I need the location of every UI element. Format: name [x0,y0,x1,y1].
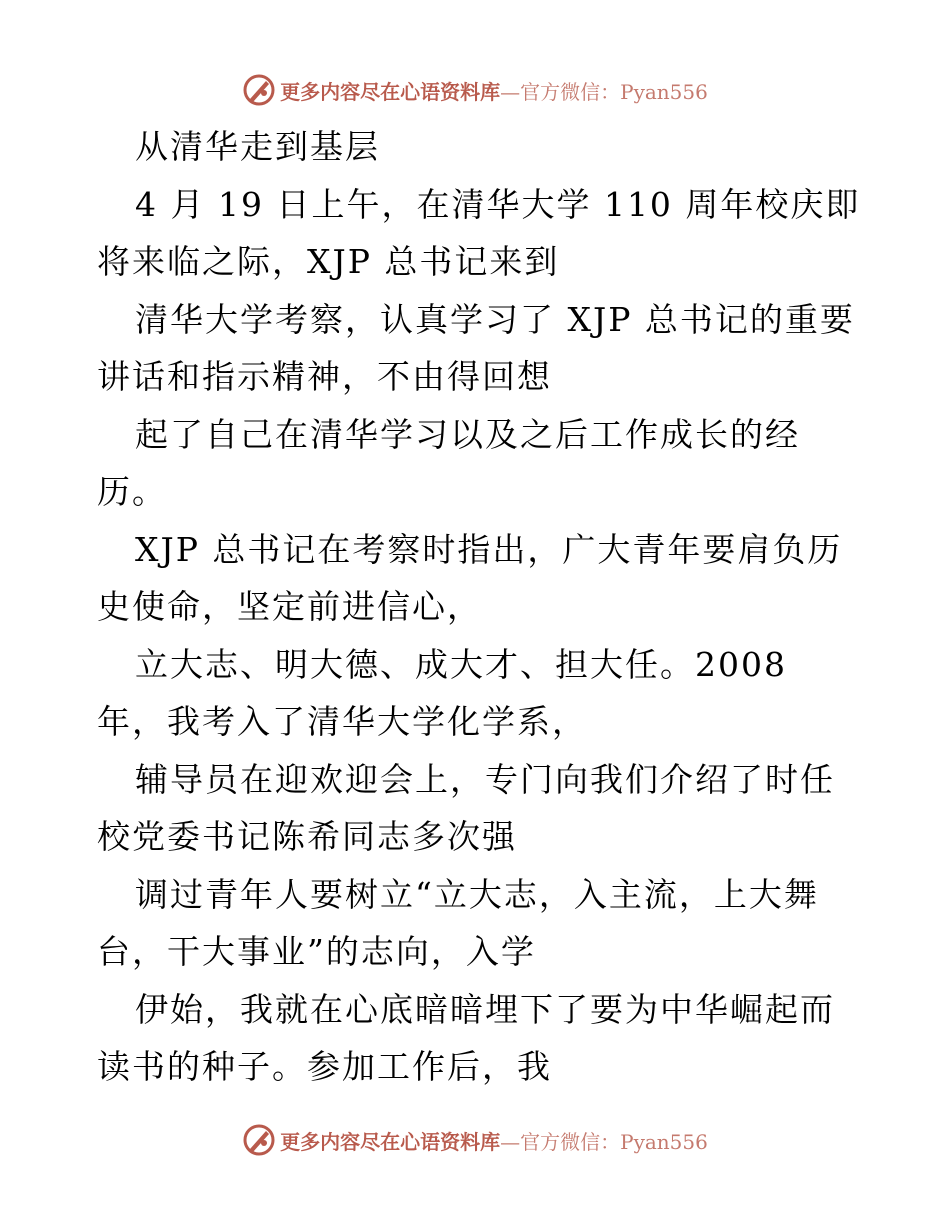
document-body [97,118,867,1096]
footer-banner [0,1120,950,1160]
paragraph: 伊始，我就在心底暗暗埋下了要为中华崛起而读书的种子。参加工作后，我 [97,989,835,1086]
paragraph: 辅导员在迎欢迎会上，专门向我们介绍了时任校党委书记陈希同志多次强 [97,759,835,856]
footer-banner-contact: 官方微信：Pyan556 [520,1129,708,1154]
header-banner [0,70,950,110]
paragraph: 立大志、明大德、成大才、担大任。2008 年，我考入了清华大学化学系， [97,644,787,741]
header-banner-text [280,76,708,105]
brand-logo-icon [242,1123,276,1157]
document-title: 从清华走到基层 [135,127,380,166]
paragraph: XJP 总书记在考察时指出，广大青年要肩负历史使命，坚定前进信心， [97,529,843,626]
footer-banner-separator: — [500,1129,521,1154]
brand-logo-icon [242,73,276,107]
footer-banner-text [280,1126,708,1155]
paragraph: 起了自己在清华学习以及之后工作成长的经历。 [97,414,800,511]
footer-banner-title: 更多内容尽在心语资料库 [280,1129,501,1154]
header-banner-separator: — [500,79,521,104]
header-banner-title: 更多内容尽在心语资料库 [280,79,501,104]
paragraph: 4 月 19 日上午，在清华大学 110 周年校庆即将来临之际，XJP 总书记来到 [97,184,861,281]
paragraph: 清华大学考察，认真学习了 XJP 总书记的重要讲话和指示精神，不由得回想 [97,299,855,396]
paragraph: 调过青年人要树立“立大志，入主流，上大舞台，干大事业”的志向，入学 [97,874,819,971]
header-banner-contact: 官方微信：Pyan556 [520,79,708,104]
